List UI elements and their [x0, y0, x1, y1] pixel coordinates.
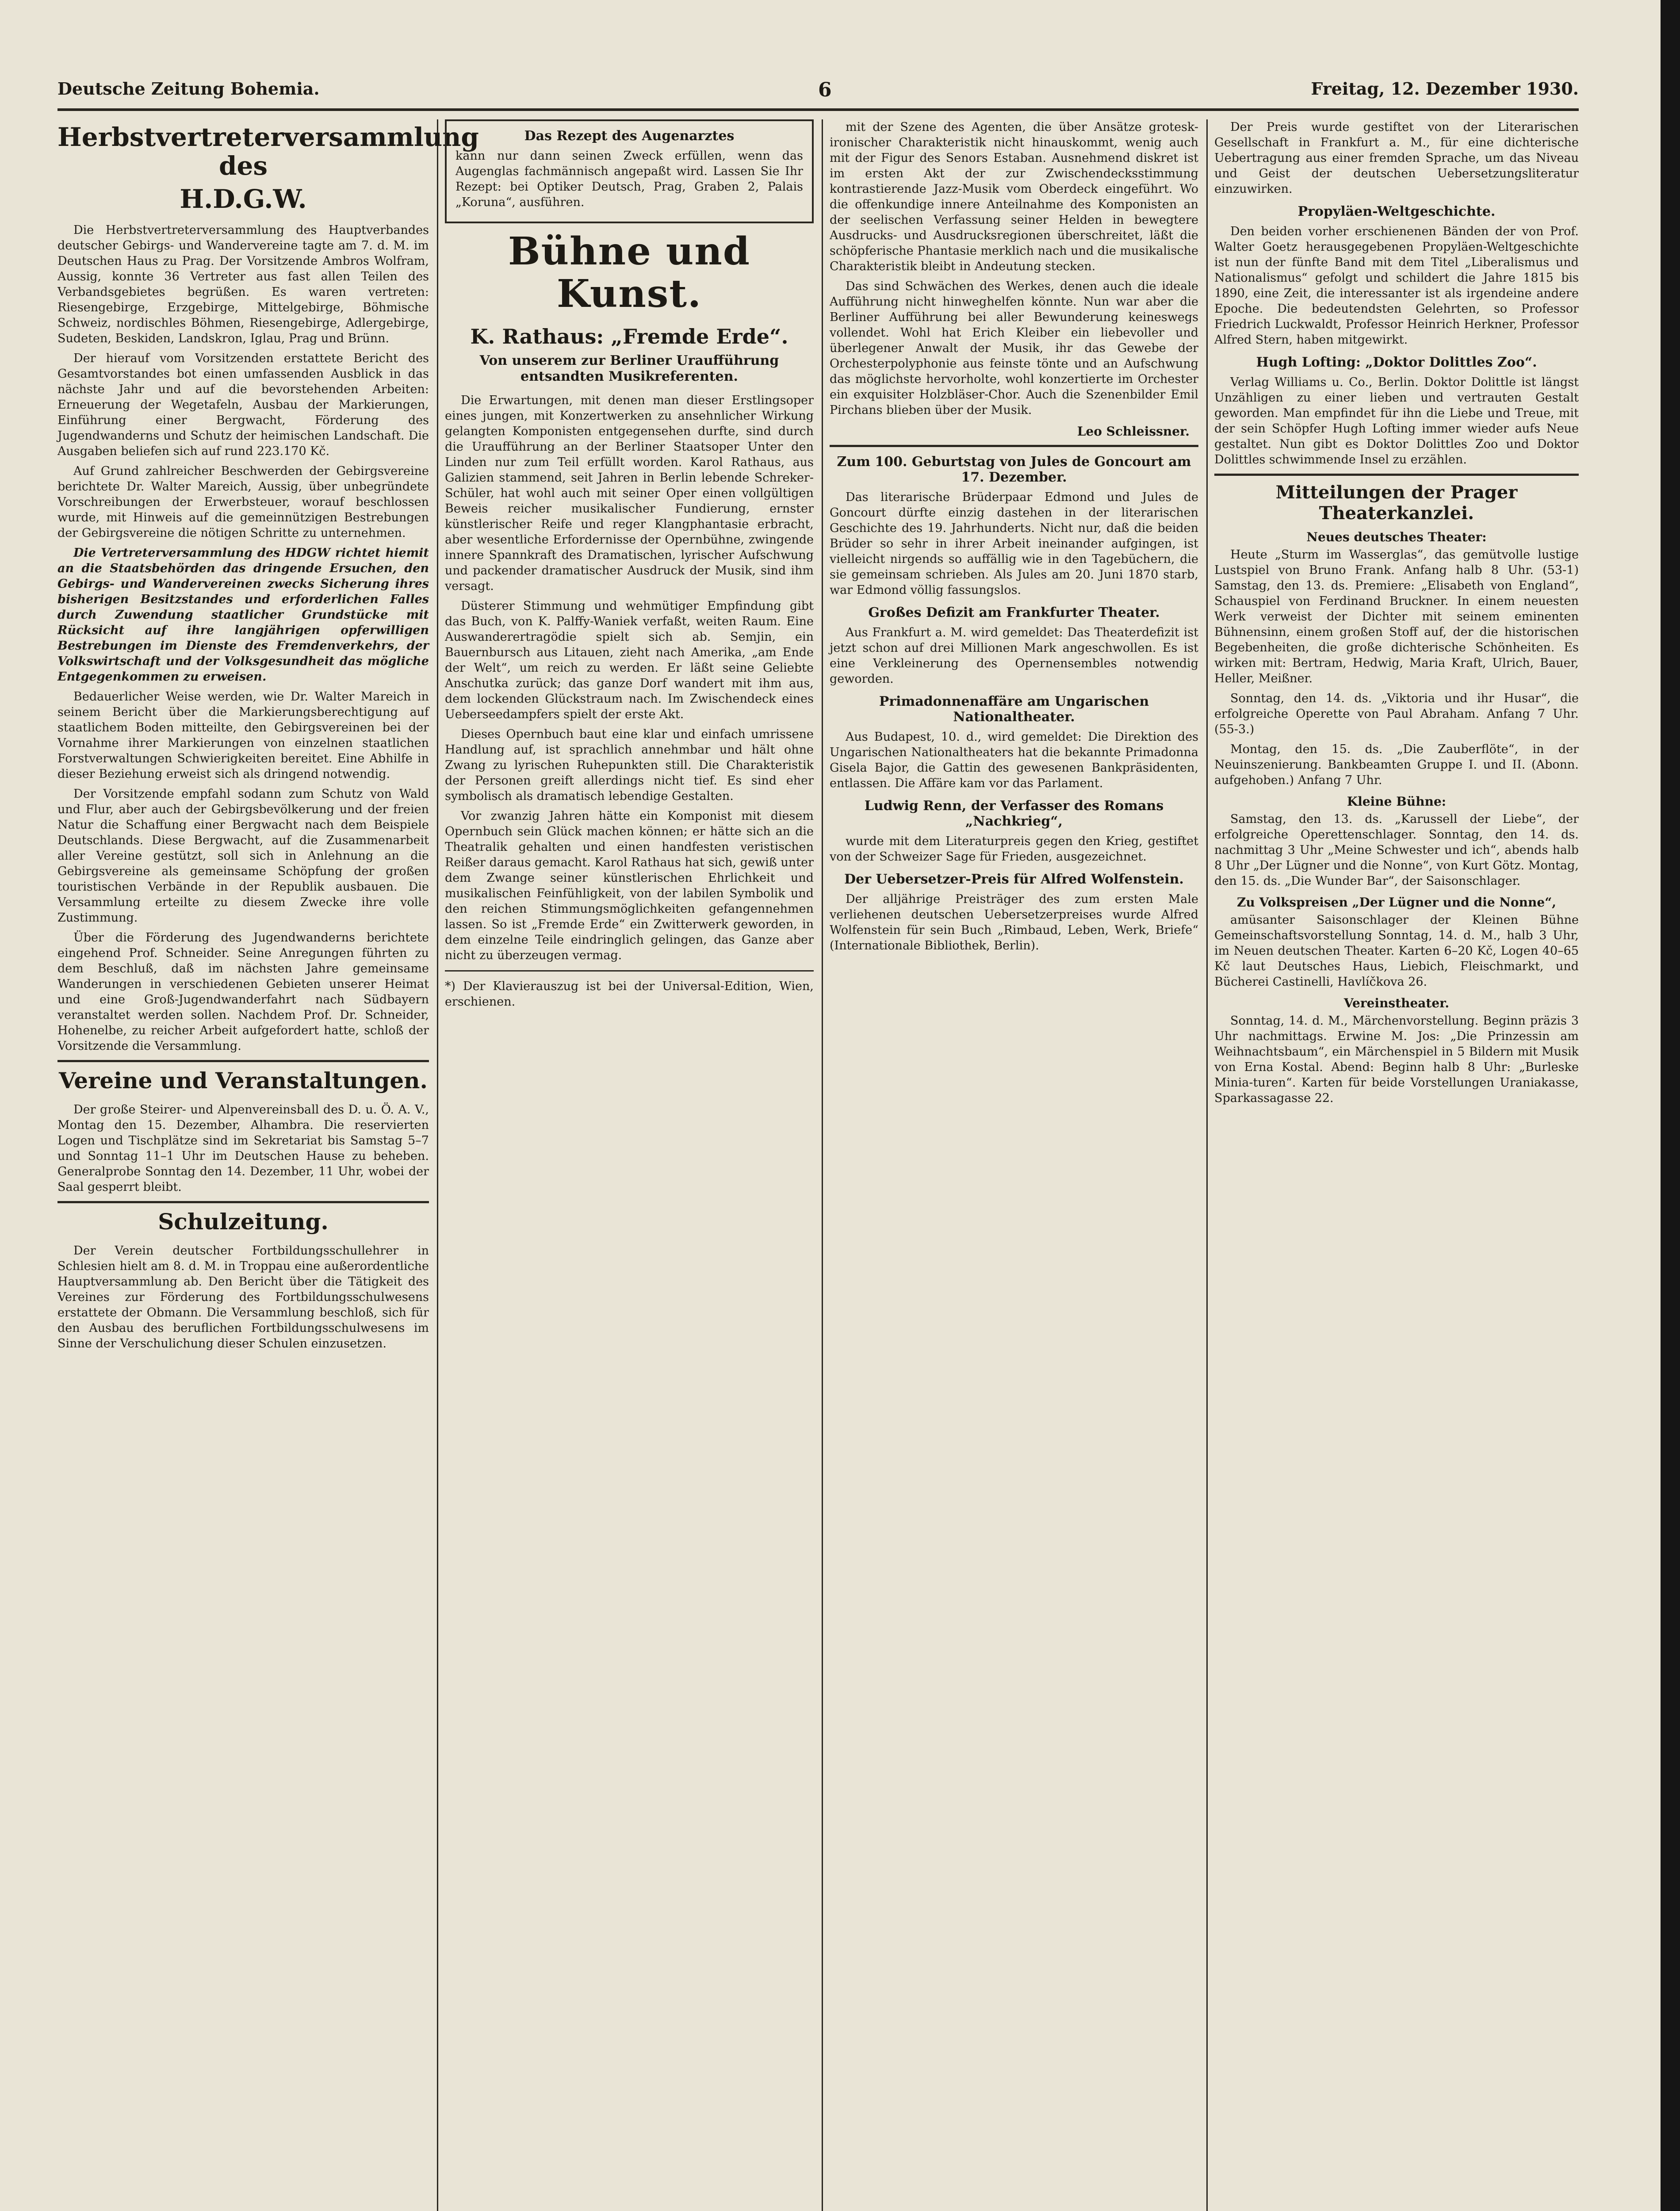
review-headline: Hugh Lofting: „Doktor Dolittles Zoo“.	[1256, 355, 1537, 370]
scan-border	[1661, 0, 1680, 2211]
notice-headline: Großes Defizit am Frankfurter Theater.	[868, 605, 1160, 620]
section-rule	[830, 445, 1198, 447]
theater-program: amüsanter Saisonschlager der Kleinen Bühne Gemeinschaftsvorstellung Sonntag, 14. d. M., halb 3 Uhr, im Neuen deutschen Theater. Karten 6–20 Kč, Logen 40–65 Kč laut Deutsches Haus, Liebich, Fleischmarkt, und Bücherei Castinelli, Havlíčkova 26.	[1214, 913, 1579, 989]
newspaper-name: Deutsche Zeitung Bohemia.	[57, 79, 320, 99]
section-rule	[57, 1201, 429, 1203]
theater-program: Samstag, den 13. ds. „Karussell der Liebe“, der erfolgreiche Operettenschlager. Sonntag, den 14. ds. nachmittag 3 Uhr „Meine Schwester und ich“, abends halb 8 Uhr „Der Lügner und die Nonne“, von Kurt Götz. Montag, den 15. ds. „Die Wunder Bar“, der Saisonschlager.	[1214, 812, 1579, 888]
section-rule	[1214, 474, 1579, 476]
article-paragraph: Aus Budapest, 10. d., wird gemeldet: Die Direktion des Ungarischen Nationaltheaters hat die bekannte Primadonna Gisela Bajor, die Gattin des gewesenen Bankpräsidenten, entlassen. Die Affäre kam vor das Parlament.	[830, 730, 1198, 790]
theater-name: Vereinstheater.	[1343, 996, 1450, 1010]
article-headline: Herbstvertreterversammlung des	[57, 122, 479, 181]
event-notice: Der große Steirer- und Alpenvereinsball des D. u. Ö. A. V., Montag den 15. Dezember, Alhambra. Die reservierten Logen und Tischplätze sind im Sekretariat bis Samstag 5–7 und Sonntag 11–1 Uhr im Deutschen Hause zu beheben. Generalprobe Sonntag den 14. Dezember, 11 Uhr, wobei der Saal gesperrt bleibt.	[57, 1102, 429, 1194]
notice-headline: Zum 100. Geburtstag von Jules de Goncourt am 17. Dezember.	[837, 454, 1191, 485]
article-paragraph: Die Erwartungen, mit denen man dieser Erstlingsoper eines jungen, mit Konzertwerken zu ansehnlicher Wirkung gelangten Komponisten entgegensehen durfte, sind durch die Uraufführung an der Berliner Staatsoper Unter den Linden nur zum Teil erfüllt worden. Karol Rathaus, aus Galizien stammend, seit Jahren in Berlin lebende Schreker-Schüler, hat wohl auch mit seiner Oper einen vollgültigen Beweis reicher musikalischer Fundierung, ernster künstlerischer Reife und reger Klangphantasie erbracht, aber wesentliche Erfordernisse der Opernbühne, zwingende innere Spannkraft des Dramatischen, lyrischer Aufschwung und packender dramatischer Ausdruck der Musik, sind ihm versagt.	[445, 393, 814, 593]
theater-program: Heute „Sturm im Wasserglas“, das gemütvolle lustige Lustspiel von Bruno Frank. Anfang halb 8 Uhr. (53-1) Samstag, den 13. ds. Premiere: „Elisabeth von England“, Schauspiel von Ferdinand Bruckner. In einem neuesten Werk verweist der Dichter mit seinem eminenten Bühnensinn, einem großen Stoff auf, der die historischen Begebenheiten, die große dichterische Schönheiten. Es wirken mit: Bertram, Hedwig, Maria Kraft, Ulrich, Bauer, Heller, Meißner.	[1214, 548, 1579, 685]
column-1	[57, 119, 479, 2211]
article-paragraph: Vor zwanzig Jahren hätte ein Komponist mit diesem Opernbuch sein Glück machen können; er hätte sich an die Theatralik gehalten und einen handfesten veristischen Reißer daraus gemacht. Karol Rathaus hat sich, gewiß unter dem Zwange seiner künstlerischen Ehrlichkeit und musikalischen Feinfühligkeit, von der labilen Symbolik und den reichen Stimmungsmöglichkeiten gefangennehmen lassen. So ist „Fremde Erde“ ein Zwitterwerk geworden, in dem einzelne Teile eindringlich gelingen, das Ganze aber nicht zu überzeugen vermag.	[445, 809, 814, 962]
article-paragraph: Die Herbstvertreterversammlung des Hauptverbandes deutscher Gebirgs- und Wandervereine tagte am 7. d. M. im Deutschen Haus zu Prag. Der Vorsitzende Ambros Wolfram, Aussig, konnte 36 Vertreter aus fast allen Teilen des Verbandsgebietes begrüßen. Es waren vertreten: Riesengebirge, Erzgebirge, Mittelgebirge, Böhmische Schweiz, nordischles Böhmen, Riesengebirge, Adlergebirge, Sudeten, Beskiden, Landskron, Iglau, Prag und Brünn.	[57, 223, 429, 345]
article-paragraph: Der alljährige Preisträger des zum ersten Male verliehenen deutschen Uebersetzerpreises wurde Alfred Wolfenstein für sein Buch „Rimbaud, Leben, Werk, Briefe“ (Internationale Bibliothek, Berlin).	[830, 892, 1198, 952]
article-headline: K. Rathaus: „Fremde Erde“.	[470, 324, 788, 348]
resolution-quote: Die Vertreterversammlung des HDGW richtet hiemit an die Staatsbehörden das dringende Ersuchen, den Gebirgs- und Wandervereinen zwecks Sicherung ihres bisherigen Besitzstandes und erforderlichen Falles durch Zuwendung staatlicher Grundstücke mit Rücksicht auf ihre langjährigen opferwilligen Bestrebungen im Dienste des Fremdenverkehrs, der Volkswirtschaft und der Volksgesundheit das mögliche Entgegenkommen zu erweisen.	[57, 546, 429, 684]
article-deck: Von unserem zur Berliner Uraufführung entsandten Musikreferenten.	[479, 352, 779, 384]
article-paragraph: Über die Förderung des Jugendwanderns berichtete eingehend Prof. Schneider. Seine Anregungen führten zu dem Beschluß, daß im nächsten Jahre gemeinsame Wanderungen in verschiedenen Gebieten unserer Heimat und eine Groß-Jugendwanderfahrt nach Südbayern veranstaltet werden sollen. Nachdem Prof. Dr. Schneider, Hohenelbe, zu reicher Arbeit aufgefordert hatte, schloß der Vorsitzende die Versammlung.	[57, 930, 429, 1053]
column-divider	[1206, 119, 1208, 2211]
article-paragraph: Das literarische Brüderpaar Edmond und Jules de Goncourt dürfte einzig dastehen in der literarischen Geschichte des 19. Jahrhunderts. Nicht nur, daß die beiden Brüder so sehr in ihrer Arbeit ineinander aufgingen, ist vielleicht nirgends so auffällig wie in den Tagebüchern, die sie gemeinsam schrieben. Als Jules am 20. Juni 1870 starb, war Edmond völlig fassungslos.	[830, 490, 1198, 597]
article-paragraph: Der Vorsitzende empfahl sodann zum Schutz von Wald und Flur, aber auch der Gebirgsbevölkerung und der freien Natur die Schaffung einer Bergwacht nach dem Beispiele Deutschlands. Diese Bergwacht, auf die Zusammenarbeit aller Vereine gestützt, soll sich in Anlehnung an die Gebirgsvereine als gemeinsame Schöpfung der großen touristischen Verbände in der Republik ausbauen. Die Versammlung erteilte zu diesem Zwecke ihre volle Zustimmung.	[57, 787, 429, 925]
article-paragraph: Bedauerlicher Weise werden, wie Dr. Walter Mareich in seinem Bericht über die Markierungsberechtigung auf staatlichem Boden mitteilte, den Gebirgsvereinen bei der Vornahme ihrer Markierungen von einzelnen staatlichen Forstverwaltungen Schwierigkeiten bereitet. Eine Abhilfe in dieser Beziehung erweist sich als dringend notwendig.	[57, 689, 429, 781]
column-4	[1214, 119, 1579, 2211]
article-paragraph: Dieses Opernbuch baut eine klar und einfach umrissene Handlung auf, ist sprachlich annehmbar und hält ohne Zwang zu lyrischen Ruhepunkten still. Die Charakteristik der Personen greift allerdings nicht tief. Es sind eher symbolisch als dramatisch lebendige Gestalten.	[445, 727, 814, 803]
author-signature: Leo Schleissner.	[1077, 424, 1190, 439]
theater-program: Sonntag, 14. d. M., Märchenvorstellung. Beginn präzis 3 Uhr nachmittags. Erwine M. Jos: „Die Prinzessin am Weihnachtsbaum“, ein Märchenspiel in 5 Bildern mit Musik von Erna Kostal. Abend: Beginn halb 8 Uhr: „Burleske Minia-turen“. Karten für beide Vorstellungen Uraniakasse, Sparkassagasse 22.	[1214, 1014, 1579, 1105]
notice-headline: Ludwig Renn, der Verfasser des Romans „Nachkrieg“,	[864, 798, 1164, 829]
theater-name: Kleine Bühne:	[1347, 794, 1447, 809]
theater-program: Sonntag, den 14. ds. „Viktoria und ihr Husar“, die erfolgreiche Operette von Paul Abraham. Anfang 7 Uhr. (55-3.)	[1214, 692, 1579, 736]
ad-title: Das Rezept des Augenarztes	[524, 128, 735, 144]
column-divider	[437, 119, 438, 2211]
issue-date: Freitag, 12. Dezember 1930.	[1311, 79, 1579, 99]
article-paragraph: Verlag Williams u. Co., Berlin. Doktor Dolittle ist längst Unzähligen zu einer lieben und vertrauten Gestalt geworden. Man empfindet für ihn die Liebe und Treue, mit der sein Schöpfer Hugh Lofting immer wieder aufs Neue gestaltet. Nun gibt es Doktor Dolittles Zoo und Doktor Dolittles schwimmende Insel zu erzählen.	[1214, 375, 1579, 467]
section-headline: Schulzeitung.	[158, 1208, 329, 1235]
masthead	[57, 79, 1579, 105]
column-divider	[822, 119, 823, 2211]
footnote-rule	[445, 970, 814, 972]
article-paragraph: mit der Szene des Agenten, die über Ansätze grotesk-ironischer Charakteristik nicht hinauskommt, wenig auch mit der Figur des Senors Estaban. Ausnehmend diskret ist im ersten Akt der zur Zwischendecksstimmung kontrastierende Jazz-Musik vom Oberdeck eingeführt. Wo die offenkundige innere Anteilnahme des Komponisten an der seelischen Verfassung seiner Helden in bewegtere Ausdrucks- und Ausdrucksregionen überschreitet, läßt die schöpferische Phantasie merklich nach und die musikalische Charakteristik bleibt in Andeutung stecken.	[830, 120, 1198, 273]
masthead-rule	[57, 108, 1579, 111]
article-paragraph: Den beiden vorher erschienenen Bänden der von Prof. Walter Goetz herausgegebenen Propyläen-Weltgeschichte ist nun der fünfte Band mit dem Titel „Liberalismus und Nationalismus“ gefolgt und schildert die Jahre 1815 bis 1890, eine Zeit, die interessanter ist als irgendeine andere Epoche. Die bedeutendsten Gelehrten, so Professor Friedrich Luckwaldt, Professor Heinrich Herkner, Professor Alfred Stern, haben mitgewirkt.	[1214, 225, 1579, 347]
theater-program: Montag, den 15. ds. „Die Zauberflöte“, in der Neuinszenierung. Bankbeamten Gruppe I. und II. (Abonn. aufgehoben.) Anfang 7 Uhr.	[1214, 742, 1579, 787]
article-paragraph: Aus Frankfurt a. M. wird gemeldet: Das Theaterdefizit ist jetzt schon auf drei Millionen Mark angeschwollen. Es ist eine Verkleinerung des Opernensembles notwendig geworden.	[830, 626, 1198, 686]
article-paragraph: Düsterer Stimmung und wehmütiger Empfindung gibt das Buch, von K. Palffy-Waniek verfaßt, weiten Raum. Eine Auswanderertragödie spielt sich ab. Semjin, ein Bauernbursch aus Litauen, zieht nach Amerika, „am Ende der Welt“, um reich zu werden. Er läßt seine Geliebte Anschutka zurück; das ganze Dorf wandert mit ihm aus, dem lockenden Glückstraum nach. Im Zwischendeck eines Ueberseedampfers spielt der erste Akt.	[445, 599, 814, 721]
ad-text: kann nur dann seinen Zweck erfüllen, wenn das Augenglas fachmännisch angepaßt wird. Lassen Sie Ihr Rezept: bei Optiker Deutsch, Prag, Graben 2, Palais „Koruna“, ausführen.	[455, 149, 803, 209]
section-headline: Vereine und Veranstaltungen.	[59, 1067, 428, 1094]
column-2	[445, 119, 814, 2211]
article-paragraph: Das sind Schwächen des Werkes, denen auch die ideale Aufführung nicht hinweghelfen könnte. Nun war aber die Berliner Aufführung bei aller Bewunderung keineswegs vollendet. Wohl hat Erich Kleiber ein liebevoller und überlegener Anwalt der Musik, ihr das Gewebe der Orchesterpolyphonie aus feinste tönte und an Aufschwung das möglichste hervorholte, wohl konzertierte im Orchester ein exquisiter Holzbläser-Chor. Auch die Szenenbilder Emil Pirchans blieben über der Musik.	[830, 279, 1198, 417]
footnote: *) Der Klavierauszug ist bei der Universal-Edition, Wien, erschienen.	[445, 979, 814, 1009]
school-notice: Der Verein deutscher Fortbildungsschullehrer in Schlesien hielt am 8. d. M. in Troppau eine außerordentliche Hauptversammlung ab. Den Bericht über die Tätigkeit des Vereines zur Förderung des Fortbildungsschulwesens erstattete der Obmann. Die Versammlung beschloß, sich für den Ausbau des beruflichen Fortbildungsschulwesens im Sinne der Verschulichung dieser Schulen einzusetzen.	[57, 1243, 429, 1350]
article-paragraph: Der hierauf vom Vorsitzenden erstattete Bericht des Gesamtvorstandes bot einen umfassenden Ausblick in das nächste Jahr und auf die bevorstehenden Arbeiten: Erneuerung der Wegetafeln, Ausbau der Markierungen, Einführung einer Bergwacht, Förderung des Jugendwanderns und Schutz der heimischen Landschaft. Die Ausgaben beliefen sich auf rund 223.170 Kč.	[57, 351, 429, 458]
review-headline: Propyläen-Weltgeschichte.	[1297, 204, 1496, 219]
article-paragraph: Auf Grund zahlreicher Beschwerden der Gebirgsvereine berichtete Dr. Walter Mareich, Aussig, über unbegründete Vorschreibungen der Erwerbsteuer, worauf beschlossen wurde, mit Hinweis auf die gemeinnützigen Bestrebungen der Gebirgsvereine die nötigen Schritte zu unternehmen.	[57, 464, 429, 540]
article-paragraph: Der Preis wurde gestiftet von der Literarischen Gesellschaft in Frankfurt a. M., für eine dichterische Uebertragung aus einer fremden Sprache, um das Niveau und Geist der deutschen Uebersetzungsliteratur einzuwirken.	[1214, 120, 1579, 196]
theater-name: Neues deutsches Theater:	[1306, 530, 1487, 544]
notice-headline: Primadonnenaffäre am Ungarischen Nationaltheater.	[879, 694, 1149, 725]
optician-advertisement	[445, 119, 814, 223]
section-title: Bühne und Kunst.	[508, 229, 751, 317]
column-3	[830, 119, 1198, 2211]
article-headline-2: H.D.G.W.	[180, 184, 307, 214]
theater-section-title: Mitteilungen der Prager Theaterkanzlei.	[1275, 482, 1518, 524]
page-number: 6	[818, 79, 832, 101]
article-paragraph: wurde mit dem Literaturpreis gegen den Krieg, gestiftet von der Schweizer Sage für Frieden, ausgezeichnet.	[830, 834, 1198, 864]
section-rule	[57, 1060, 429, 1062]
theater-name: Zu Volkspreisen „Der Lügner und die Nonne“,	[1236, 895, 1557, 910]
notice-headline: Der Uebersetzer-Preis für Alfred Wolfenstein.	[844, 872, 1184, 887]
